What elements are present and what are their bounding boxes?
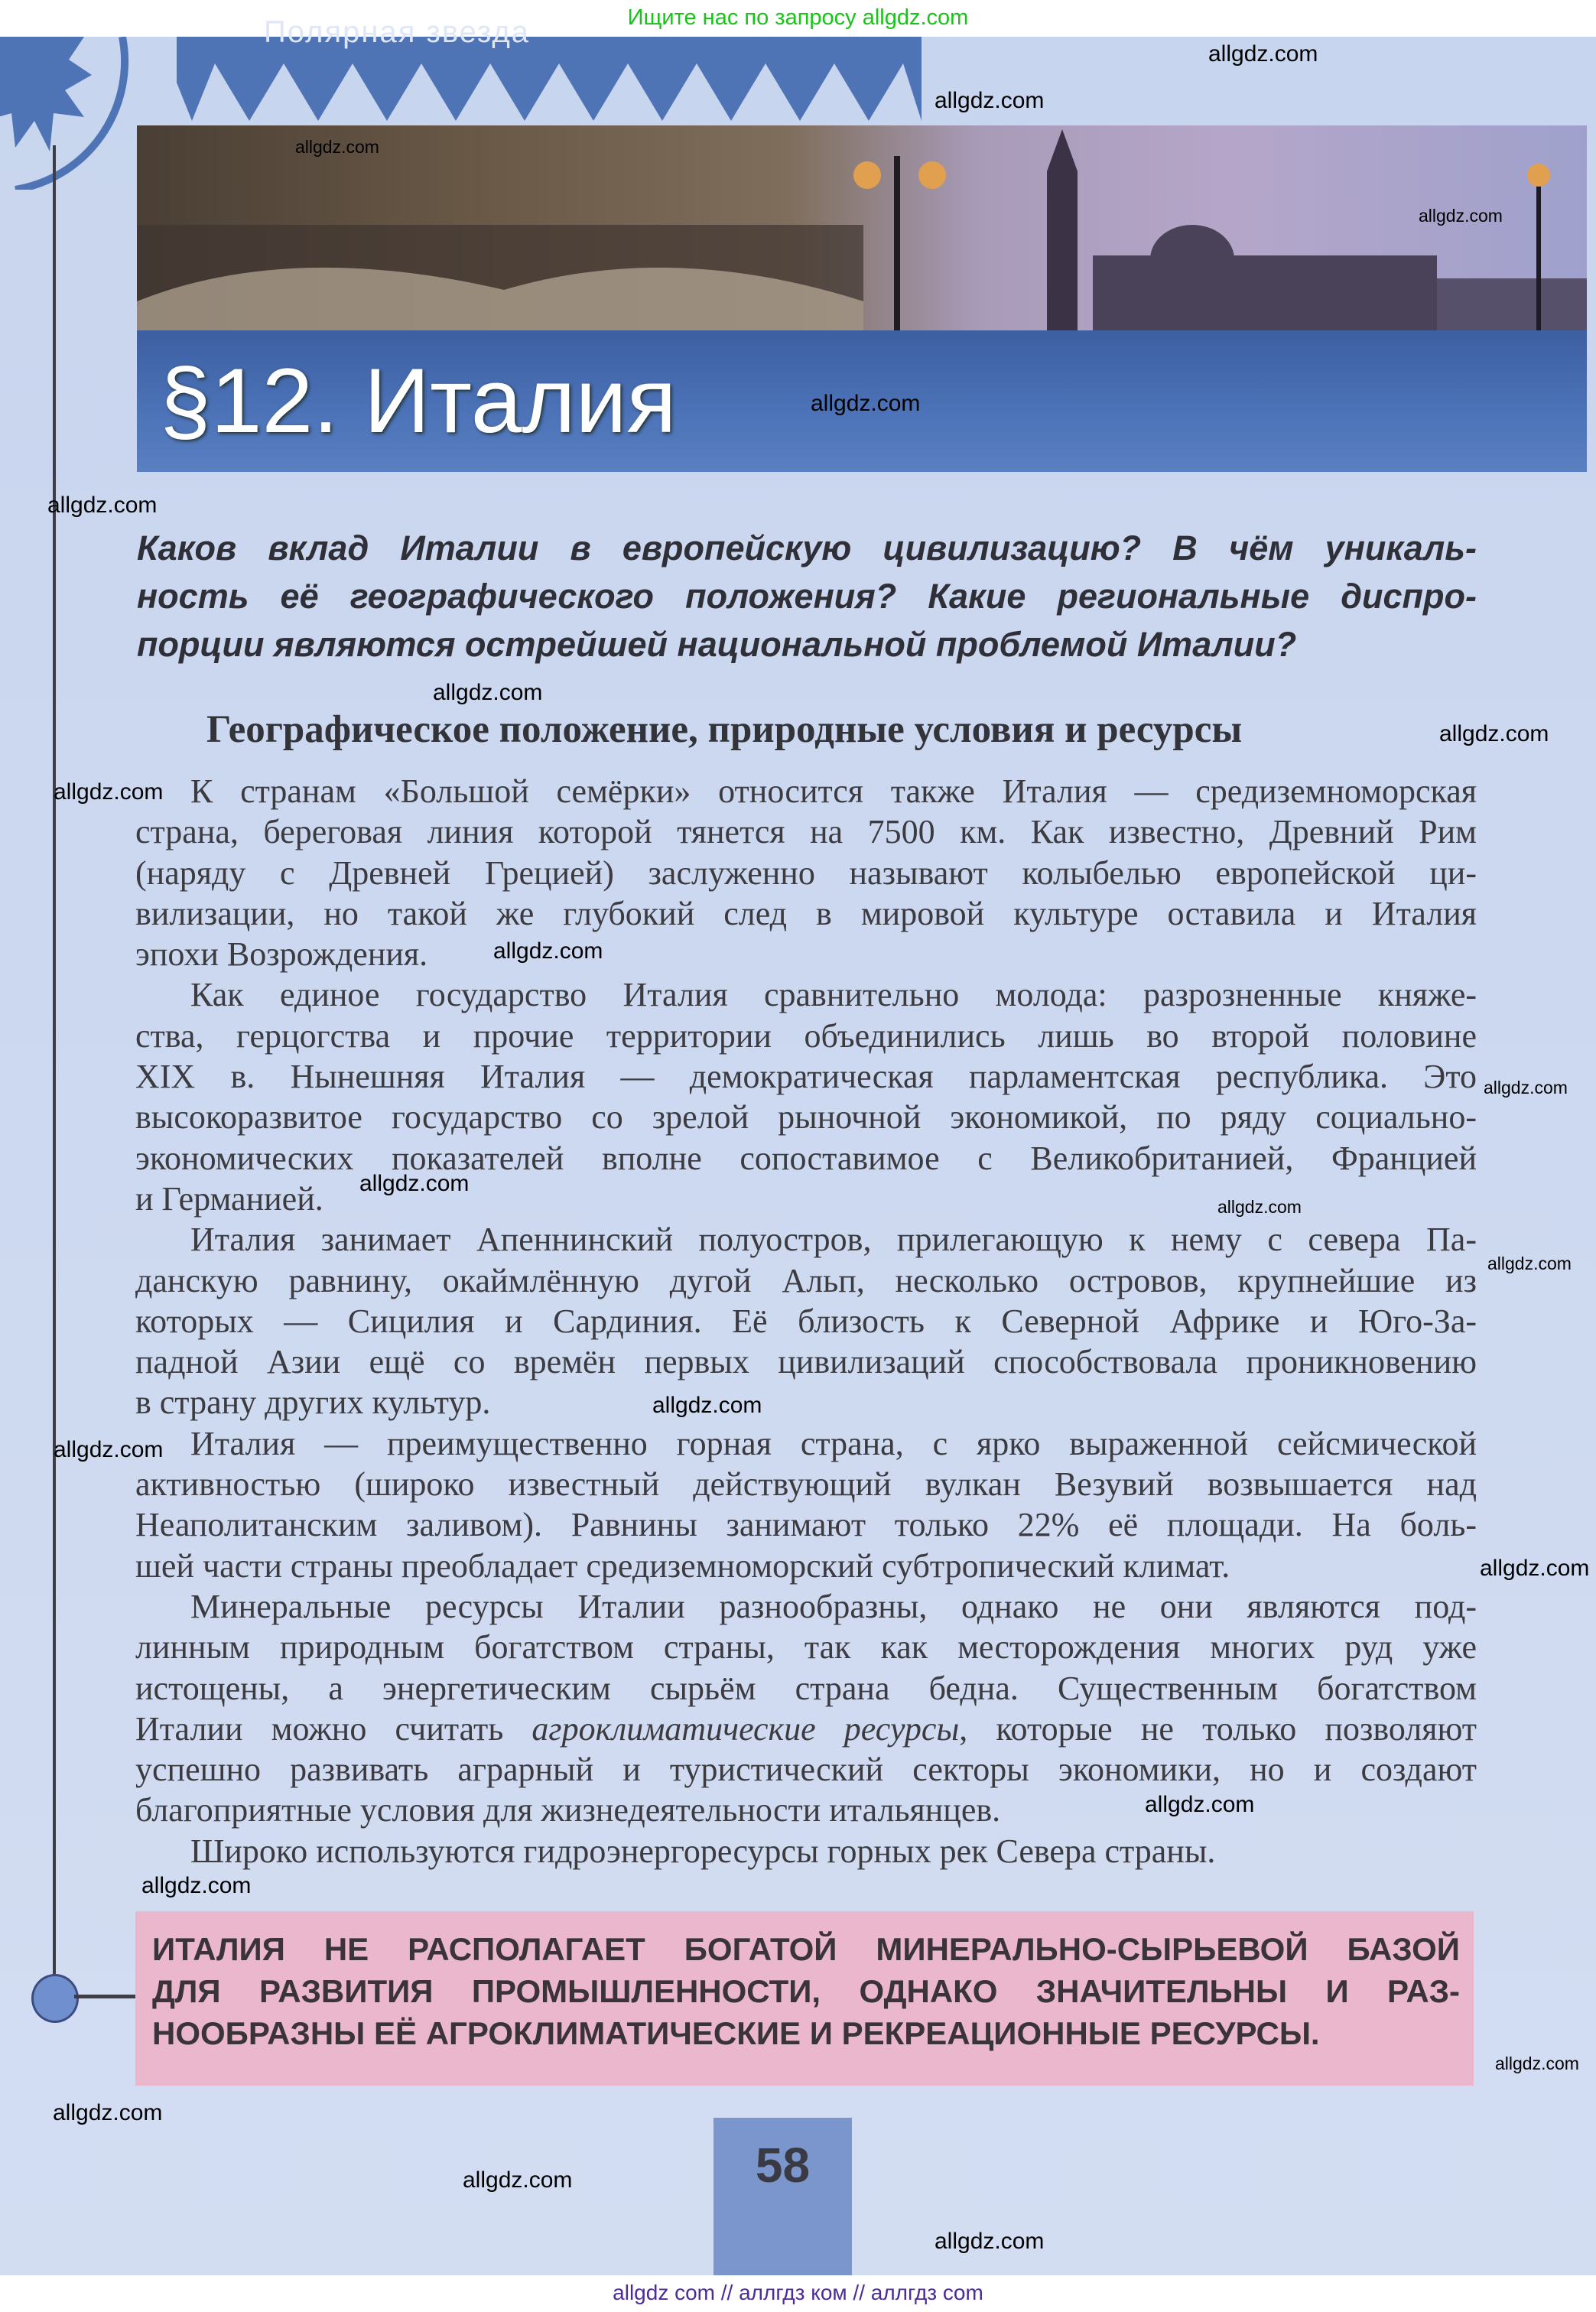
bottom-promo-bar	[0, 2275, 1596, 2312]
text-line: и Германией.	[135, 1179, 323, 1218]
watermark: allgdz.com	[295, 137, 379, 157]
text-line: вилизации, но такой же глубокий след в мировой культуре оставила и Италия	[135, 894, 1477, 932]
text-line: Как единое государство Италия сравнительно молода: разрозненные княже-	[190, 976, 1477, 1014]
watermark: allgdz.com	[53, 2100, 163, 2125]
series-title: Полярная звезда	[264, 15, 531, 49]
page-number-tab	[713, 2118, 852, 2275]
header-zigzag-band	[177, 37, 922, 125]
top-promo-text: Ищите нас по запросу allgdz.com	[627, 5, 969, 30]
paragraph	[135, 1423, 1477, 1586]
watermark: allgdz.com	[463, 2167, 573, 2193]
watermark: allgdz.com	[1419, 206, 1503, 226]
key-statement-line: ИТАЛИЯ НЕ РАСПОЛАГАЕТ БОГАТОЙ МИНЕРАЛЬНО-СЫРЬЕВОЙ БАЗОЙ	[152, 1931, 1460, 1967]
text-line: эпохи Возрождения.	[135, 935, 428, 974]
watermark: allgdz.com	[493, 938, 603, 964]
text-line: в страну других культур.	[135, 1384, 491, 1422]
text-line: которых — Сицилия и Сардиния. Её близость к Северной Африке и Юго-За-	[135, 1302, 1477, 1340]
text-line: высокоразвитое государство со зрелой рыночной экономикой, по ряду социально-	[135, 1098, 1477, 1136]
top-promo-bar	[0, 0, 1596, 37]
watermark: allgdz.com	[1495, 2053, 1579, 2073]
page-number: 58	[755, 2138, 811, 2193]
bottom-promo-text: allgdz com // аллгдз ком // аллгдз com	[613, 2281, 983, 2304]
watermark: allgdz.com	[433, 680, 543, 705]
paragraph	[135, 1586, 1477, 1831]
text-line: экономических показателей вполне сопоставимое с Великобританией, Францией	[135, 1139, 1477, 1177]
key-statement-box	[135, 1911, 1474, 2086]
text-line: данскую равнину, окаймлённую дугой Альп, несколько островов, крупнейшие из	[135, 1261, 1477, 1299]
paragraph	[135, 1219, 1477, 1423]
margin-circle-icon	[31, 1974, 79, 2023]
question-line: ность её географического положения? Какие региональные диспро-	[137, 577, 1477, 616]
text-line	[135, 1709, 1477, 1749]
watermark: allgdz.com	[811, 391, 921, 416]
margin-connector	[74, 1995, 137, 1998]
italy-cityscape-image	[137, 125, 1587, 355]
chapter-questions	[137, 524, 1477, 668]
watermark: allgdz.com	[141, 1873, 252, 1898]
text-segment: Италии можно считать	[135, 1709, 532, 1748]
text-line: ства, герцогства и прочие территории объединились лишь во второй половине	[135, 1016, 1477, 1055]
text-line: падной Азии ещё со времён первых цивилизаций способствовала проникновению	[135, 1343, 1477, 1381]
chapter-banner-photo	[137, 125, 1587, 472]
watermark: allgdz.com	[935, 88, 1045, 113]
watermark: allgdz.com	[359, 1171, 470, 1196]
text-line: истощены, а энергетическим сырьём страна бедна. Существенным богатством	[135, 1669, 1477, 1707]
watermark: allgdz.com	[652, 1393, 762, 1418]
paragraph	[135, 974, 1477, 1219]
text-line: Неаполитанским заливом). Равнины занимают только 22% её площади. На боль-	[135, 1506, 1477, 1544]
margin-line	[53, 145, 56, 1996]
text-segment: , которые не только позволяют	[959, 1709, 1477, 1748]
text-line: XIX в. Нынешняя Италия — демократическая парламентская республика. Это	[135, 1058, 1477, 1096]
section-heading: Географическое положение, природные условия и ресурсы	[206, 708, 1243, 751]
watermark: allgdz.com	[1439, 721, 1549, 746]
watermark: allgdz.com	[1145, 1792, 1255, 1817]
text-line: Италия занимает Апеннинский полуостров, прилегающую к нему с севера Па-	[190, 1221, 1477, 1259]
text-line: К странам «Большой семёрки» относится также Италия — средиземноморская	[190, 772, 1477, 810]
paragraph	[135, 771, 1477, 974]
watermark: allgdz.com	[54, 779, 164, 805]
text-line: Минеральные ресурсы Италии разнообразны, однако не они являются под-	[190, 1587, 1477, 1625]
text-line: Широко используются гидроэнергоресурсы горных рек Севера страны.	[190, 1832, 1216, 1870]
watermark: allgdz.com	[1487, 1254, 1572, 1273]
text-line: (наряду с Древней Грецией) заслуженно называют колыбелью европейской ци-	[135, 854, 1477, 892]
watermark: allgdz.com	[1217, 1197, 1302, 1217]
watermark: allgdz.com	[1484, 1078, 1568, 1097]
watermark: allgdz.com	[935, 2229, 1045, 2254]
text-line: шей части страны преобладает средиземноморский субтропический климат.	[135, 1546, 1230, 1585]
watermark: allgdz.com	[47, 493, 158, 518]
text-line: линным природным богатством страны, так как месторождения многих руд уже	[135, 1628, 1477, 1667]
key-statement-line: НООБРАЗНЫ ЕЁ АГРОКЛИМАТИЧЕСКИЕ И РЕКРЕАЦИОННЫЕ РЕСУРСЫ.	[152, 2015, 1320, 2051]
paragraph	[135, 1831, 1477, 1871]
key-statement-line: ДЛЯ РАЗВИТИЯ ПРОМЫШЛЕННОСТИ, ОДНАКО ЗНАЧИТЕЛЬНЫ И РАЗ-	[152, 1973, 1460, 2009]
watermark: allgdz.com	[1208, 41, 1318, 67]
text-line: успешно развивать аграрный и туристический секторы экономики, но и создают	[135, 1751, 1477, 1789]
chapter-title: §12. Италия	[160, 350, 677, 452]
text-line: страна, береговая линия которой тянется на 7500 км. Как известно, Древний Рим	[135, 813, 1477, 851]
watermark: allgdz.com	[54, 1437, 164, 1462]
watermark: allgdz.com	[1480, 1556, 1590, 1581]
text-line: благоприятные условия для жизнедеятельности итальянцев.	[135, 1791, 1001, 1829]
text-line: активностью (широко известный действующий вулкан Везувий возвышается над	[135, 1465, 1477, 1504]
question-line: Каков вклад Италии в европейскую цивилизацию? В чём уникаль-	[137, 528, 1477, 567]
body-text	[135, 771, 1477, 1871]
italic-term: агроклиматические ресурсы	[531, 1709, 960, 1748]
question-line: порции являются острейшей национальной проблемой Италии?	[137, 625, 1297, 664]
text-line: Италия — преимущественно горная страна, с ярко выраженной сейсмической	[190, 1424, 1477, 1462]
